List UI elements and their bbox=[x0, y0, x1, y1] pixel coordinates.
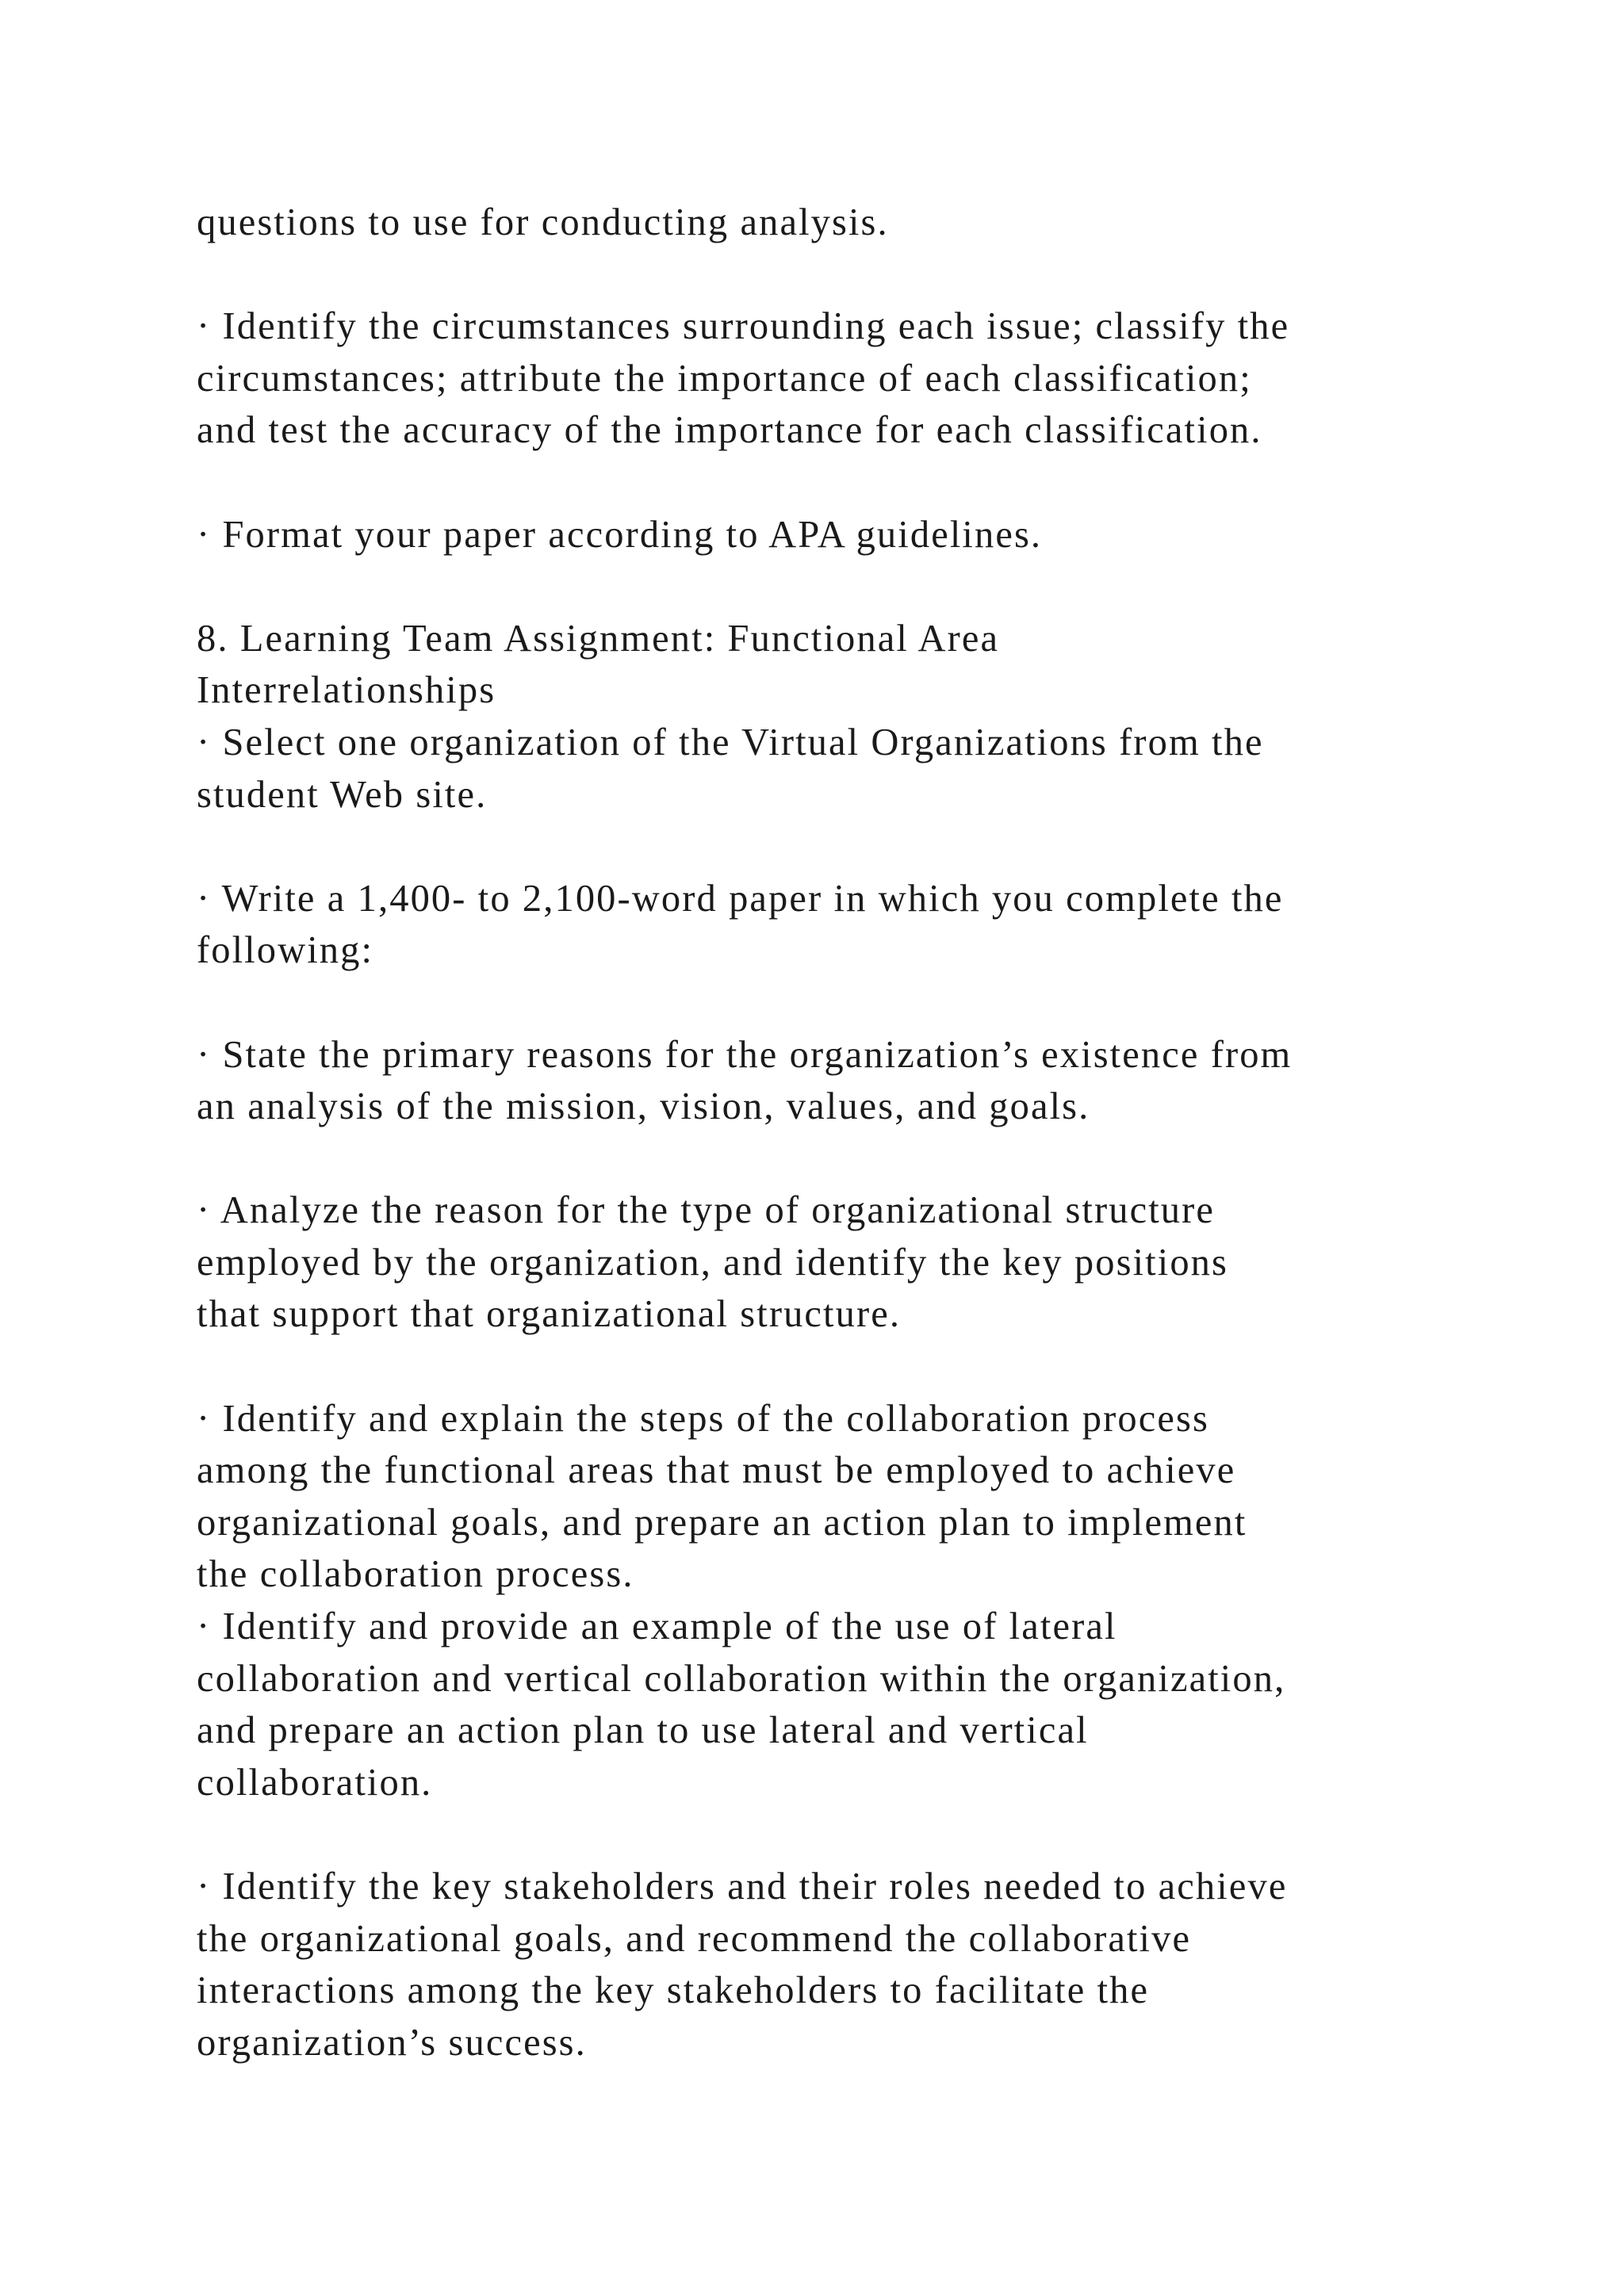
bullet-line: · State the primary reasons for the organization’s existence from bbox=[197, 1033, 1293, 1076]
blank-line bbox=[197, 561, 1481, 613]
bullet-line: · Format your paper according to APA guidelines. bbox=[197, 513, 1043, 556]
text-line: student Web site. bbox=[197, 773, 488, 816]
text-line: the collaboration process. bbox=[197, 1553, 634, 1596]
text-line: and test the accuracy of the importance for each classification. bbox=[197, 409, 1262, 452]
text-line: among the functional areas that must be employed to achieve bbox=[197, 1449, 1236, 1492]
blank-line bbox=[197, 249, 1481, 301]
bullet-line: · Write a 1,400- to 2,100-word paper in which you complete the bbox=[197, 877, 1284, 920]
text-line: collaboration. bbox=[197, 1761, 433, 1804]
text-line: circumstances; attribute the importance of each classification; bbox=[197, 357, 1252, 400]
text-line: questions to use for conducting analysis. bbox=[197, 201, 889, 243]
text-line: interactions among the key stakeholders to facilitate the bbox=[197, 1969, 1150, 2012]
blank-line bbox=[197, 821, 1481, 873]
blank-line bbox=[197, 457, 1481, 509]
blank-line bbox=[197, 1133, 1481, 1185]
text-line: following: bbox=[197, 929, 374, 972]
text-line: collaboration and vertical collaboration within the organization, bbox=[197, 1657, 1286, 1700]
bullet-line: · Select one organization of the Virtual Organizations from the bbox=[197, 721, 1264, 763]
text-line: organizational goals, and prepare an action plan to implement bbox=[197, 1501, 1247, 1544]
bullet-line: · Analyze the reason for the type of organizational structure bbox=[197, 1189, 1216, 1232]
text-line: and prepare an action plan to use lateral and vertical bbox=[197, 1709, 1089, 1752]
bullet-line: · Identify the circumstances surrounding each issue; classify the bbox=[197, 305, 1290, 348]
bullet-line: · Identify and provide an example of the use of lateral bbox=[197, 1605, 1117, 1648]
text-line: organization’s success. bbox=[197, 2021, 587, 2064]
section-heading-continued: Interrelationships bbox=[197, 669, 496, 712]
text-line: that support that organizational structure. bbox=[197, 1293, 902, 1336]
bullet-line: · Identify and explain the steps of the collaboration process bbox=[197, 1397, 1209, 1440]
text-line: an analysis of the mission, vision, values, and goals. bbox=[197, 1085, 1090, 1128]
section-heading: 8. Learning Team Assignment: Functional Area bbox=[197, 617, 1000, 660]
blank-line bbox=[197, 977, 1481, 1029]
bullet-line: · Identify the key stakeholders and their roles needed to achieve bbox=[197, 1866, 1288, 1908]
blank-line bbox=[197, 1808, 1481, 1861]
text-line: the organizational goals, and recommend the collaborative bbox=[197, 1917, 1192, 1960]
text-line: employed by the organization, and identify the key positions bbox=[197, 1241, 1228, 1284]
blank-line bbox=[197, 1341, 1481, 1393]
document-body bbox=[197, 197, 1481, 2068]
